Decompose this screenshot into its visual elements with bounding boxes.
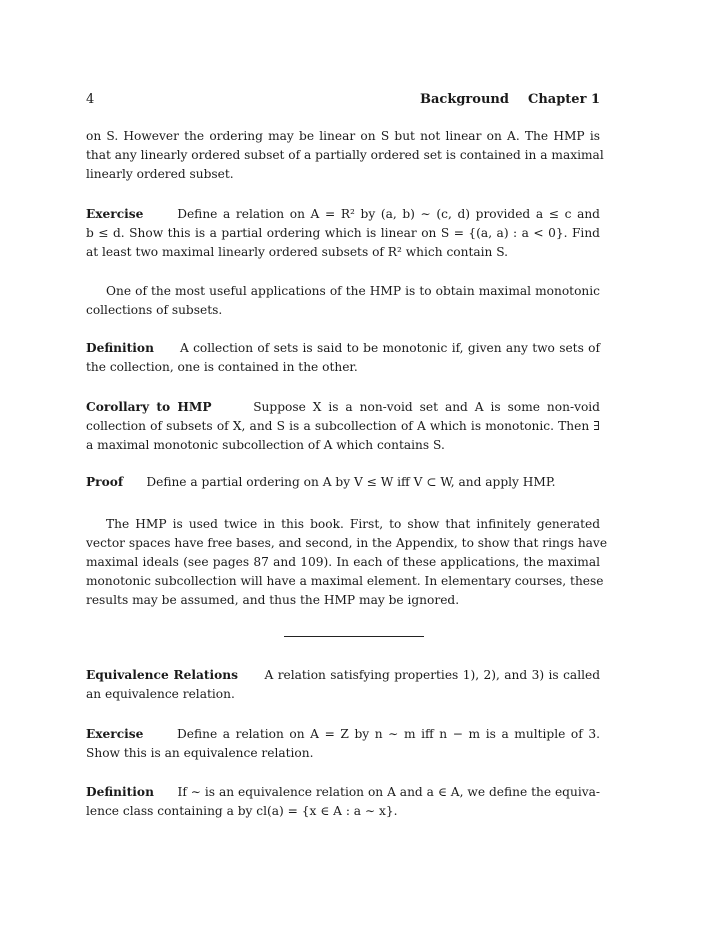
proof-block	[86, 473, 600, 492]
definition-label: Definition	[86, 785, 154, 799]
exercise-label: Exercise	[86, 727, 144, 741]
proof-text: Define a partial ordering on A by V ≤ W iff V ⊂ W, and apply HMP.	[146, 475, 556, 489]
paragraph-hmp-usage	[86, 515, 608, 610]
definition-label: Definition	[86, 341, 154, 355]
page-number: 4	[86, 92, 95, 107]
paragraph-hmp-applications	[86, 282, 600, 320]
text-line: b ≤ d. Show this is a partial ordering which is linear on S = {(a, a) : a < 0}. Find	[86, 226, 600, 240]
text-line: linearly ordered subset.	[86, 167, 234, 181]
text-line: vector spaces have free bases, and second, in the Appendix, to show that rings have	[86, 536, 608, 550]
exercise-text: Define a relation on A = R² by (a, b) ∼ (c, d) provided a ≤ c and	[177, 207, 600, 221]
text-line: The HMP is used twice in this book. First, to show that infinitely generated	[106, 517, 600, 531]
text-line: lence class containing a by cl(a) = {x ∈ A : a ∼ x}.	[86, 804, 398, 818]
text-line: maximal ideals (see pages 87 and 109). In each of these applications, the maximal	[86, 555, 600, 569]
definition-monotonic	[86, 339, 600, 377]
text-line: One of the most useful applications of the HMP is to obtain maximal monotonic	[106, 284, 600, 298]
text-line	[86, 398, 600, 417]
text-line: at least two maximal linearly ordered subsets of R² which contain S.	[86, 245, 509, 259]
text-line: an equivalence relation.	[86, 687, 235, 701]
text-line: on S. However the ordering may be linear on S but not linear on A. The HMP is	[86, 129, 600, 143]
text-line	[86, 783, 600, 802]
section-divider	[284, 636, 424, 637]
text-line	[86, 339, 600, 358]
definition-equivalence-class	[86, 783, 600, 821]
proof-label: Proof	[86, 475, 124, 489]
text-line	[86, 473, 600, 492]
text-line: collection of subsets of X, and S is a subcollection of A which is monotonic. Then ∃	[86, 419, 600, 433]
text-line	[86, 205, 600, 224]
section-title: Background	[420, 92, 509, 107]
text-line: the collection, one is contained in the other.	[86, 360, 358, 374]
chapter-title: Chapter 1	[527, 92, 600, 107]
corollary-text: Suppose X is a non-void set and A is some non-void	[253, 400, 600, 414]
running-header	[86, 92, 600, 110]
exercise-label: Exercise	[86, 207, 144, 221]
equivalence-label: Equivalence Relations	[86, 668, 239, 682]
text-line: a maximal monotonic subcollection of A which contains S.	[86, 438, 445, 452]
equivalence-text: A relation satisfying properties 1), 2), and 3) is called	[264, 668, 600, 682]
equivalence-relations-block	[86, 666, 600, 704]
text-line: results may be assumed, and thus the HMP may be ignored.	[86, 593, 460, 607]
text-line	[86, 725, 600, 744]
exercise-equivalence	[86, 725, 600, 763]
paragraph-hmp-intro	[86, 127, 604, 184]
text-line: that any linearly ordered subset of a partially ordered set is contained in a maximal	[86, 148, 604, 162]
exercise-partial-ordering	[86, 205, 600, 262]
text-line: collections of subsets.	[86, 303, 223, 317]
corollary-hmp	[86, 398, 600, 455]
definition-text: If ∼ is an equivalence relation on A and a ∈ A, we define the equiva-	[177, 785, 600, 799]
text-line: monotonic subcollection will have a maximal element. In elementary courses, these	[86, 574, 604, 588]
corollary-label: Corollary to HMP	[86, 400, 212, 414]
text-line	[86, 666, 600, 685]
exercise-text: Define a relation on A = Z by n ∼ m iff n − m is a multiple of 3.	[176, 727, 600, 741]
text-line: Show this is an equivalence relation.	[86, 746, 314, 760]
definition-text: A collection of sets is said to be monotonic if, given any two sets of	[179, 341, 601, 355]
